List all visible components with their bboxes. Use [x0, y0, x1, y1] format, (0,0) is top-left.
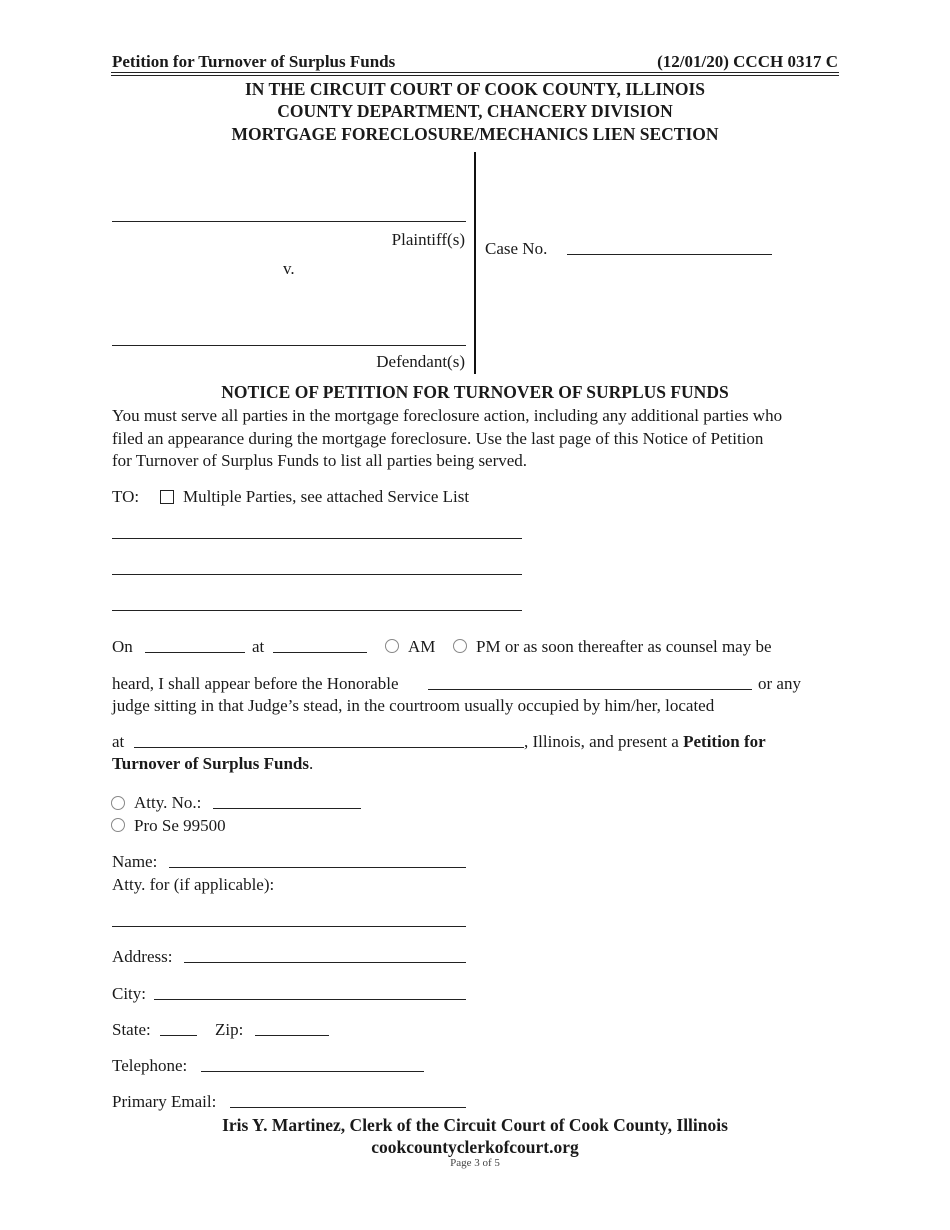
court-line-3: MORTGAGE FORECLOSURE/MECHANICS LIEN SECTION — [231, 124, 719, 144]
clerk-name: Iris Y. Martinez, Clerk of the Circuit Court of Cook County, Illinois — [222, 1115, 728, 1135]
pro-se-radio[interactable] — [111, 818, 125, 832]
form-title: Petition for Turnover of Surplus Funds — [112, 52, 396, 71]
telephone-label: Telephone: — [112, 1056, 188, 1075]
to-label: TO: — [112, 487, 140, 506]
pm-label: PM or as soon thereafter as counsel may be — [476, 637, 772, 656]
zip-label: Zip: — [215, 1020, 244, 1039]
header-rule — [111, 72, 839, 73]
date-field[interactable] — [145, 652, 245, 653]
telephone-field[interactable] — [201, 1071, 424, 1072]
illinois-present-text — [524, 731, 766, 753]
atty-for-field[interactable] — [112, 926, 466, 927]
city-label: City: — [112, 984, 147, 1003]
name-field[interactable] — [169, 867, 466, 868]
multiple-parties-label: Multiple Parties, see attached Service List — [183, 487, 470, 506]
email-field[interactable] — [230, 1107, 466, 1108]
illinois-text: , Illinois, and present a — [524, 732, 679, 751]
notice-title: NOTICE OF PETITION FOR TURNOVER OF SURPLUS FUNDS — [221, 382, 729, 402]
city-field[interactable] — [154, 999, 466, 1000]
form-code: (12/01/20) CCCH 0317 C — [657, 52, 838, 71]
petition-bold-1: Petition for — [683, 732, 766, 751]
zip-field[interactable] — [255, 1035, 329, 1036]
email-label: Primary Email: — [112, 1092, 217, 1111]
location-field[interactable] — [134, 747, 524, 748]
heard-text: heard, I shall appear before the Honorable — [112, 674, 399, 693]
atty-for-label: Atty. for (if applicable): — [112, 875, 275, 894]
court-line-2: COUNTY DEPARTMENT, CHANCERY DIVISION — [277, 101, 673, 121]
at-label: at — [252, 637, 265, 656]
case-no-field[interactable] — [567, 254, 772, 255]
plaintiff-label: Plaintiff(s) — [391, 230, 465, 249]
petition-title-line — [112, 753, 313, 775]
recipient-line-2[interactable] — [112, 574, 522, 575]
name-label: Name: — [112, 852, 158, 871]
versus-label: v. — [283, 259, 295, 278]
state-label: State: — [112, 1020, 151, 1039]
recipient-line-1[interactable] — [112, 538, 522, 539]
pm-radio[interactable] — [453, 639, 467, 653]
on-label: On — [112, 637, 133, 656]
pro-se-label: Pro Se 99500 — [134, 816, 226, 835]
case-no-label: Case No. — [485, 239, 548, 258]
time-field[interactable] — [273, 652, 367, 653]
instructions-line-3: for Turnover of Surplus Funds to list all parties being served. — [112, 451, 528, 470]
header-rule-double — [111, 75, 839, 76]
judge-text: judge sitting in that Judge’s stead, in the courtroom usually occupied by him/her, located — [112, 696, 715, 715]
period: . — [309, 754, 314, 773]
petition-bold-2: Turnover of Surplus Funds — [112, 754, 309, 773]
address-label: Address: — [112, 947, 173, 966]
state-field[interactable] — [160, 1035, 197, 1036]
atty-no-label: Atty. No.: — [134, 793, 202, 812]
recipient-line-3[interactable] — [112, 610, 522, 611]
plaintiff-field[interactable] — [112, 221, 466, 222]
defendant-field[interactable] — [112, 345, 466, 346]
atty-no-field[interactable] — [213, 808, 361, 809]
instructions-line-1: You must serve all parties in the mortgage foreclosure action, including any additional parties who — [112, 406, 783, 425]
address-field[interactable] — [184, 962, 466, 963]
at-label-2: at — [112, 732, 125, 751]
caption-divider — [474, 152, 476, 374]
clerk-website[interactable]: cookcountyclerkofcourt.org — [371, 1137, 579, 1157]
defendant-label: Defendant(s) — [376, 352, 465, 371]
page-number: Page 3 of 5 — [450, 1157, 500, 1169]
am-label: AM — [408, 637, 436, 656]
instructions-line-2: filed an appearance during the mortgage foreclosure. Use the last page of this Notice of Petition — [112, 429, 764, 448]
multiple-parties-checkbox[interactable] — [160, 490, 174, 504]
court-line-1: IN THE CIRCUIT COURT OF COOK COUNTY, ILLINOIS — [245, 79, 705, 99]
atty-no-radio[interactable] — [111, 796, 125, 810]
or-any-text: or any — [758, 674, 801, 693]
judge-name-field[interactable] — [428, 689, 752, 690]
am-radio[interactable] — [385, 639, 399, 653]
